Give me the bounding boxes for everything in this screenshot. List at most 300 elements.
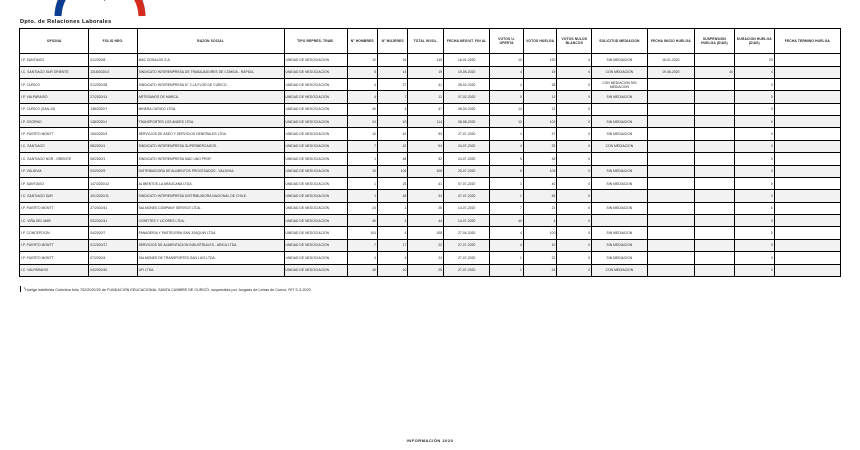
cell-suspension [694,91,734,103]
cell-solicitud-med [592,103,648,115]
cell-votos-huelga: 11 [523,91,557,103]
cell-duracion: 4 [734,66,774,78]
cell-votos-nulos: 0 [557,215,592,227]
cell-fecha-neg: 08-08-2020 [444,116,490,128]
cell-votos-nulos: 0 [557,153,592,165]
cell-fecha-neg: 27-07-2020 [444,264,490,276]
cell-votos-oferta: 5 [490,153,524,165]
cell-fecha-termino [774,264,840,276]
department-heading: Dpto. de Relaciones Laborales [20,19,112,25]
cell-tipo-repres: UNIDAD DE NEGOCIACION [284,103,347,115]
cell-tipo-repres: UNIDAD DE NEGOCIACION [284,227,347,239]
cell-fecha-neg: 28-02-2020 [444,78,490,90]
cell-fecha-inicio [647,165,694,177]
cell-n-mujeres: 42 [377,140,407,152]
cell-duracion: 0 [734,116,774,128]
cell-n-hombres: 1 [347,190,377,202]
cell-fecha-neg: 24-07-2020 [444,140,490,152]
cell-total-invol: 11 [408,91,444,103]
cell-folio-neg: 27/2020/41 [89,202,137,214]
cell-votos-oferta: 1 [490,264,524,276]
cell-votos-nulos: 0 [557,128,592,140]
cell-n-hombres: 7 [347,140,377,152]
cell-n-mujeres: 4 [377,103,407,115]
cell-votos-huelga: 4 [523,215,557,227]
cell-fecha-neg: 07-02-2020 [444,91,490,103]
cell-votos-huelga: 100 [523,227,557,239]
cell-votos-oferta: 4 [490,140,524,152]
cell-votos-huelga: 22 [523,252,557,264]
cell-duracion: 0 [734,264,774,276]
cell-duracion: 0 [734,202,774,214]
cell-n-hombres: 10 [347,165,377,177]
cell-folio-neg: 04/2020/9 [89,165,137,177]
cell-fecha-termino [774,140,840,152]
logo-line-2 [52,0,148,1]
cell-votos-oferta: 12 [490,116,524,128]
cell-fecha-termino [774,177,840,189]
cell-votos-nulos: 0 [557,239,592,251]
cell-tipo-repres: UNIDAD DE NEGOCIACION [284,202,347,214]
cell-razon-social: UFI LTDA. [137,264,284,276]
cell-suspension [694,215,734,227]
cell-oficina: I.P. VALDIVIA [20,165,89,177]
cell-n-hombres: 4 [347,78,377,90]
cell-n-hombres: 1 [347,177,377,189]
cell-votos-huelga: 45 [523,190,557,202]
cell-suspension [694,227,734,239]
footnote [20,286,311,293]
cell-n-mujeres: 103 [377,165,407,177]
cell-folio-neg: 01/2020/17 [89,239,137,251]
table-row [20,165,841,177]
cell-fecha-neg: 24-07-2020 [444,153,490,165]
cell-n-mujeres: 10 [377,264,407,276]
col-header-votos-nulos: VOTOS NULOS BLANCOS [557,29,592,54]
cell-fecha-termino [774,215,840,227]
cell-fecha-inicio: 16-01-2020 [647,54,694,66]
cell-fecha-inicio [647,190,694,202]
cell-tipo-repres: UNIDAD DE NEGOCIACION [284,177,347,189]
cell-votos-huelga: 130 [523,54,557,66]
cell-n-hombres: 40 [347,215,377,227]
col-header-fecha-termino: FECHA TERMINO HUELGA [774,29,840,54]
cell-oficina: I.P. OSORNO [20,116,89,128]
cell-n-hombres: 4 [347,91,377,103]
cell-n-hombres: 24 [347,116,377,128]
cell-fecha-neg: 07-07-2020 [444,177,490,189]
cell-fecha-termino [774,252,840,264]
col-header-tipo-repres: TIPO REPRES. TRAB. [284,29,347,54]
cell-n-hombres: 40 [347,103,377,115]
cell-suspension [694,78,734,90]
cell-duracion: 0 [734,91,774,103]
col-header-total-invol: TOTAL INVOL. [408,29,444,54]
cell-solicitud-med: SIN MEDIACION [592,239,648,251]
cell-duracion: 0 [734,103,774,115]
cell-total-invol: 41 [408,78,444,90]
cell-oficina: I.C. SANTIAGO SUR ORIENTE [20,66,89,78]
cell-fecha-inicio [647,202,694,214]
cell-oficina: I.P. PUERTO MONTT [20,128,89,140]
cell-tipo-repres: UNIDAD DE NEGOCIACION [284,116,347,128]
cell-suspension [694,177,734,189]
data-table-container [19,28,841,277]
cell-total-invol: 44 [408,215,444,227]
col-header-suspension: SUSPENSION HUELGA (DIAS) [694,29,734,54]
cell-suspension [694,165,734,177]
cell-votos-huelga: 10 [523,239,557,251]
cell-razon-social: DISTRIBUIDORA DE ALIMENTOS PROCESADOS - VALDIVIA. [137,165,284,177]
cell-n-hombres: 1 [347,153,377,165]
cell-folio-neg: 01/2020/8 [89,54,137,66]
cell-duracion: 0 [734,140,774,152]
col-header-duracion: DURACION HUELGA (DIAS) [734,29,774,54]
cell-fecha-termino [774,78,840,90]
cell-votos-nulos: 4 [557,54,592,66]
cell-tipo-repres: UNIDAD DE NEGOCIACION [284,91,347,103]
cell-fecha-termino [774,128,840,140]
col-header-razon-social: RAZON SOCIAL [137,29,284,54]
cell-razon-social: SALMONES DE TRANSPORTES SAN LUIS LTDA. [137,252,284,264]
cell-razon-social: SINDICATO INTEREMPRESA DISTRIBUIDORA NACIONAL DE CHILE. [137,190,284,202]
cell-duracion: 0 [734,190,774,202]
cell-tipo-repres: UNIDAD DE NEGOCIACION [284,78,347,90]
cell-folio-neg: 138/2020/7 [89,103,137,115]
cell-razon-social: SINDICATO INTEREMPRESA MAC UNO PROF. [137,153,284,165]
table-row [20,103,841,115]
cell-votos-oferta: 4 [490,239,524,251]
cell-votos-nulos: 0 [557,78,592,90]
cell-tipo-repres: UNIDAD DE NEGOCIACION [284,128,347,140]
cell-n-mujeres: 27 [377,78,407,90]
cell-fecha-termino [774,239,840,251]
cell-fecha-termino [774,165,840,177]
cell-tipo-repres: UNIDAD DE NEGOCIACION [284,252,347,264]
cell-folio-neg: 101/2020/11 [89,190,137,202]
table-row [20,264,841,276]
cell-votos-oferta: 4 [490,128,524,140]
cell-n-hombres: 5 [347,66,377,78]
cell-razon-social: PANADERIA Y PASTELERIA SAN JOAQUIN LTDA. [137,227,284,239]
cell-fecha-termino [774,91,840,103]
table-row [20,66,841,78]
cell-suspension [694,103,734,115]
col-header-n-hombres: N° HOMBRES [347,29,377,54]
cell-folio-neg: 04/2020/40 [89,264,137,276]
cell-votos-huelga: 21 [523,202,557,214]
cell-fecha-termino [774,116,840,128]
cell-fecha-inicio [647,215,694,227]
cell-folio-neg: 105/2020/3 [89,128,137,140]
page-footer-label: INFORMACIÓN 2020 [406,438,454,443]
cell-votos-huelga: 28 [523,78,557,90]
table-row [20,252,841,264]
col-header-fecha-neg: FECHA NEG/UT. FIN AL [444,29,490,54]
col-header-folio: FOLIO NEG. [89,29,137,54]
cell-oficina: I.P. SANTIAGO [20,54,89,66]
cell-votos-oferta: 40 [490,215,524,227]
cell-n-mujeres: 17 [377,239,407,251]
cell-fecha-inicio [647,140,694,152]
cell-total-invol: 145 [408,54,444,66]
cell-n-mujeres: 10 [377,116,407,128]
cell-folio-neg: 01/2020/28 [89,78,137,90]
cell-fecha-inicio [647,177,694,189]
cell-fecha-neg: 27-07-2020 [444,239,490,251]
cell-tipo-repres: UNIDAD DE NEGOCIACION [284,153,347,165]
cell-n-mujeres: 4 [377,215,407,227]
cell-fecha-neg: 20-07-2020 [444,165,490,177]
cell-oficina: I.P. SANTIAGO [20,177,89,189]
cell-votos-oferta: 1 [490,190,524,202]
cell-fecha-inicio: 19-06-2020 [647,66,694,78]
cell-oficina: I.C. SANTIAGO NOR - ORIENTE [20,153,89,165]
table-row [20,202,841,214]
cell-total-invol: 25 [408,264,444,276]
table-row [20,153,841,165]
cell-suspension [694,153,734,165]
cell-folio-neg: 07/2020/4 [89,252,137,264]
cell-folio-neg: 04/2020/7 [89,227,137,239]
col-header-fecha-inicio: FECHA INICIO HUELGA [647,29,694,54]
cell-votos-nulos: 0 [557,190,592,202]
cell-tipo-repres: UNIDAD DE NEGOCIACION [284,66,347,78]
cell-total-invol: 44 [408,190,444,202]
table-row [20,177,841,189]
cell-total-invol: 41 [408,177,444,189]
cell-oficina: I.C. SANTIAGO SUR [20,190,89,202]
cell-votos-nulos: 0 [557,140,592,152]
cell-fecha-neg: 27-07-2020 [444,252,490,264]
cell-n-hombres: 10 [347,54,377,66]
cell-n-mujeres: 1 [377,202,407,214]
negotiations-table [19,28,841,277]
cell-votos-huelga: 24 [523,264,557,276]
cell-votos-huelga: 47 [523,128,557,140]
cell-razon-social: CONFITES Y LICORES LTDA. [137,215,284,227]
cell-oficina: I.C. VIÑA DEL MAR [20,215,89,227]
cell-solicitud-med: SIN MEDIACION [592,116,648,128]
cell-total-invol: 108 [408,227,444,239]
cell-fecha-inicio [647,128,694,140]
table-header-row [20,29,841,54]
cell-votos-nulos: 0 [557,227,592,239]
cell-razon-social: ARTESANOS DE MARCA. [137,91,284,103]
cell-suspension [694,202,734,214]
cell-folio-neg: 27/2020/14 [89,91,137,103]
table-row [20,227,841,239]
cell-folio-neg: 08/2020/1 [89,153,137,165]
cell-solicitud-med: CON MEDIACION [592,264,648,276]
cell-total-invol: 47 [408,103,444,115]
cell-duracion: 0 [734,78,774,90]
cell-suspension: 40 [694,66,734,78]
cell-votos-oferta: 4 [490,227,524,239]
table-row [20,54,841,66]
cell-fecha-neg: 27-07-2020 [444,128,490,140]
cell-votos-nulos: 0 [557,202,592,214]
cell-votos-oferta: 14 [490,103,524,115]
cell-votos-nulos: 0 [557,103,592,115]
cell-duracion: 0 [734,252,774,264]
cell-total-invol: 54 [408,140,444,152]
cell-total-invol: 108 [408,165,444,177]
cell-suspension [694,128,734,140]
cell-n-hombres: 45 [347,264,377,276]
cell-fecha-termino [774,54,840,66]
cell-suspension [694,140,734,152]
cell-folio-neg: 148/2020/1 [89,116,137,128]
cell-solicitud-med: CON MEDIACION [592,140,648,152]
cell-duracion: 0 [734,239,774,251]
cell-duracion: 0 [734,128,774,140]
table-row [20,140,841,152]
cell-oficina: I.P. PUERTO MONTT [20,202,89,214]
cell-duracion: 0 [734,215,774,227]
cell-duracion: 0 [734,227,774,239]
cell-total-invol: 24 [408,252,444,264]
table-row [20,91,841,103]
cell-fecha-inicio [647,239,694,251]
cell-oficina: I.P. PUERTO MONTT [20,252,89,264]
cell-tipo-repres: UNIDAD DE NEGOCIACION [284,190,347,202]
cell-razon-social: TRANSPORTES LOS ANDES LTDA. [137,116,284,128]
cell-fecha-inicio [647,78,694,90]
cell-solicitud-med: SIN MEDIACION [592,177,648,189]
cell-votos-nulos: 0 [557,252,592,264]
cell-razon-social: SALMONES COMPANY SERVICE LTDA. [137,202,284,214]
government-logo [52,0,148,20]
col-header-n-mujeres: N° MUJERES [377,29,407,54]
cell-razon-social: SINDICATO INTEREMPRESA DE TRABAJADORES DE COMIDA - RAPIDA. [137,66,284,78]
cell-fecha-inicio [647,153,694,165]
cell-votos-oferta: 7 [490,202,524,214]
cell-oficina: I.P. PUERTO MONTT [20,239,89,251]
table-row [20,116,841,128]
cell-duracion: 0 [734,177,774,189]
cell-n-mujeres: 7 [377,91,407,103]
cell-solicitud-med: SIN MEDIACION [592,252,648,264]
cell-solicitud-med: CON MEDIACION [592,66,648,78]
cell-fecha-termino [774,103,840,115]
cell-suspension [694,252,734,264]
cell-folio-neg: 08/2020/1 [89,140,137,152]
cell-oficina: I.P. CURICO [20,78,89,90]
cell-tipo-repres: UNIDAD DE NEGOCIACION [284,54,347,66]
cell-fecha-termino [774,227,840,239]
cell-solicitud-med: SIN MEDIACION [592,128,648,140]
cell-fecha-neg: 08-04-2020 [444,103,490,115]
cell-n-mujeres: 4 [377,227,407,239]
cell-solicitud-med: SIN MEDIACION [592,54,648,66]
cell-fecha-neg: 14-07-2020 [444,202,490,214]
cell-suspension [694,54,734,66]
cell-votos-huelga: 102 [523,116,557,128]
cell-suspension [694,116,734,128]
cell-fecha-inicio [647,116,694,128]
cell-solicitud-med: SIN MEDIACION [592,202,648,214]
cell-razon-social: SINDICATO INTEREMPRESA N° 2 LA FLOR DE CURICO. [137,78,284,90]
cell-votos-nulos: 0 [557,91,592,103]
cell-votos-nulos: 0 [557,264,592,276]
cell-fecha-inicio [647,227,694,239]
col-header-votos-oferta: VOTOS U. OFERTA [490,29,524,54]
cell-fecha-termino [774,153,840,165]
cell-razon-social: MAC DONALDS S.A. [137,54,284,66]
table-row [20,239,841,251]
cell-total-invol: 52 [408,153,444,165]
cell-votos-oferta: 1 [490,177,524,189]
cell-votos-huelga: 21 [523,103,557,115]
cell-tipo-repres: UNIDAD DE NEGOCIACION [284,239,347,251]
cell-razon-social: SERVICIOS DE ASEO Y SERVICIOS GENERALES LTDA. [137,128,284,140]
col-header-oficina: OFICINA [20,29,89,54]
cell-solicitud-med: SIN MEDIACION [592,165,648,177]
cell-fecha-termino [774,202,840,214]
table-row [20,78,841,90]
cell-fecha-inicio [647,264,694,276]
cell-votos-huelga: 25 [523,140,557,152]
cell-oficina: I.P. VALPARAISO [20,91,89,103]
cell-n-hombres: 104 [347,227,377,239]
cell-n-mujeres: 48 [377,190,407,202]
cell-folio-neg: 147/2020/12 [89,177,137,189]
cell-votos-oferta: 4 [490,78,524,90]
cell-n-mujeres: 42 [377,128,407,140]
cell-solicitud-med: SIN MEDIACION [592,91,648,103]
cell-n-mujeres: 16 [377,54,407,66]
cell-votos-oferta: 5 [490,165,524,177]
cell-fecha-inicio [647,103,694,115]
cell-solicitud-med: SIN MEDIACION [592,227,648,239]
cell-votos-oferta: 4 [490,66,524,78]
cell-razon-social: MINERA CURICO LTDA. [137,103,284,115]
cell-solicitud-med [592,190,648,202]
cell-oficina: I.C. SANTIAGO [20,140,89,152]
cell-solicitud-med [592,215,648,227]
table-row [20,128,841,140]
cell-total-invol: 19 [408,66,444,78]
table-row [20,215,841,227]
footnote-ref: 1 [23,287,26,290]
cell-razon-social: SINDICATO INTEREMPRESA SUPERMERCADOS. [137,140,284,152]
cell-fecha-termino [774,190,840,202]
cell-n-mujeres: 48 [377,153,407,165]
cell-tipo-repres: UNIDAD DE NEGOCIACION [284,165,347,177]
cell-total-invol: 53 [408,128,444,140]
cell-solicitud-med [592,153,648,165]
cell-fecha-termino [774,66,840,78]
cell-razon-social: ALIMENTOS LA ARAUCANA LTDA. [137,177,284,189]
cell-n-hombres: 24 [347,202,377,214]
cell-razon-social: SERVICIOS DE ALIMENTACION INDUSTRIALES - ARICA LTDA. [137,239,284,251]
cell-folio-neg: 1318/2020/3 [89,66,137,78]
cell-n-mujeres: 25 [377,177,407,189]
cell-duracion: 0 [734,153,774,165]
cell-votos-huelga: 15 [523,66,557,78]
cell-votos-oferta: 10 [490,54,524,66]
cell-solicitud-med: CON MEDIACION SIN MEDIACION [592,78,648,90]
cell-n-mujeres: 14 [377,66,407,78]
cell-n-hombres: 4 [347,252,377,264]
cell-duracion: 20 [734,54,774,66]
cell-votos-nulos: 0 [557,177,592,189]
cell-suspension [694,264,734,276]
cell-votos-nulos: 0 [557,66,592,78]
cell-tipo-repres: UNIDAD DE NEGOCIACION [284,264,347,276]
cell-n-hombres: 7 [347,239,377,251]
